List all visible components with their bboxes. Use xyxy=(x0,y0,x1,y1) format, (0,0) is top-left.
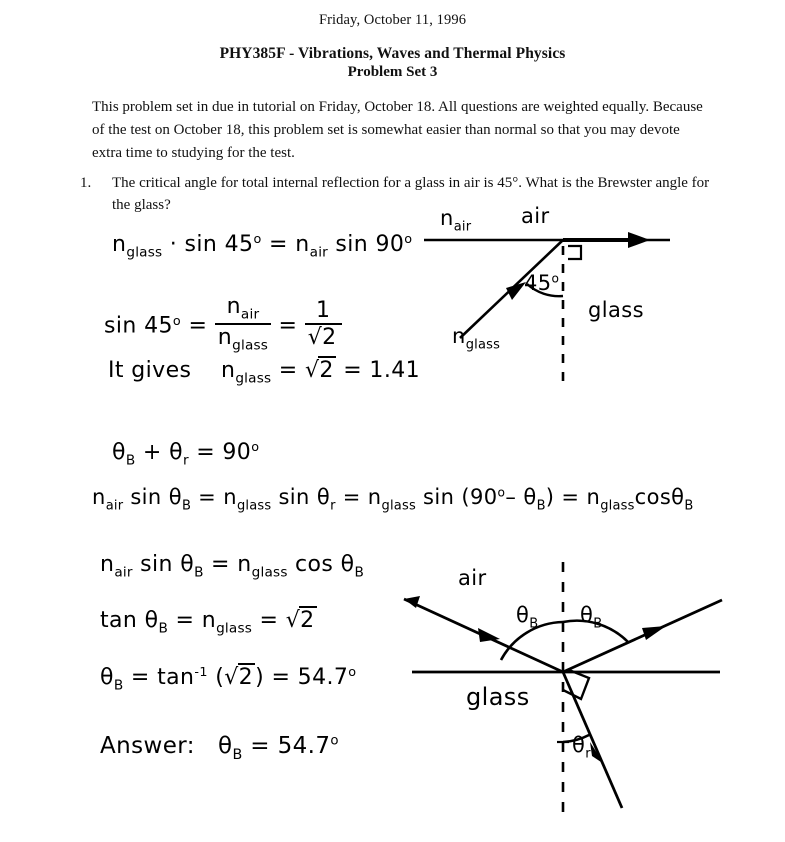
eq3-sqrt2: √2 xyxy=(304,358,334,383)
eq7-sqrt2: √2 xyxy=(285,608,315,633)
handwritten-equation-8: $\theta_B = \tan^{-1} (√2) = 54.7^o$ xyxy=(100,665,357,694)
incident-ray-arrowhead xyxy=(478,628,500,642)
right-angle-marker xyxy=(568,246,581,259)
course-title: PHY385F - Vibrations, Waves and Thermal Physics xyxy=(219,45,566,62)
eq8-arctan: = tan xyxy=(130,665,195,690)
handwritten-answer: Answer: $\theta_B = 54.7^o$ xyxy=(100,733,339,763)
eq6-sin-theta-b: sin θ xyxy=(140,552,195,577)
answer-value: = 54.7 xyxy=(250,733,331,759)
diagram2-label-theta-b-right: $\theta_B$ xyxy=(580,603,603,632)
eq1-sin45: · sin 45 xyxy=(169,232,254,257)
eq1-n-glass: n xyxy=(112,232,127,257)
eq8-result: = 54.7 xyxy=(271,665,349,690)
eq5-cos-theta-b: cosθ xyxy=(634,485,685,509)
intro-paragraph: This problem set in due in tutorial on Friday, October 18. All questions are weighted equally. Because of the test on October 18, this problem set is somewhat easier than normal so that you may devote extra time to studying for the test. xyxy=(92,99,703,161)
diagram2-label-theta-r: $\theta_r$ xyxy=(572,733,591,762)
diagram1-label-n-air: $n_{air}$ xyxy=(440,206,472,235)
eq6-cos-theta-b: cos θ xyxy=(295,552,355,577)
handwritten-equation-3 xyxy=(108,358,420,387)
handwritten-equation-6: $n_{air}$ $\sin \theta_B = n_{glass}$ $\cos \theta_B$ xyxy=(100,552,365,581)
diagram-brewster-angle xyxy=(390,560,740,830)
eq1-equals: = xyxy=(269,232,288,257)
eq4-theta-b: θ xyxy=(112,440,126,465)
diagram2-label-glass: glass xyxy=(466,683,530,711)
eq1-sin90: sin 90 xyxy=(335,232,405,257)
eq1-n-air-sub: air xyxy=(309,244,328,261)
eq4-theta-r: θ xyxy=(169,440,183,465)
document-date: Friday, October 11, 1996 xyxy=(318,12,467,28)
eq3-n: n xyxy=(220,358,236,383)
answer-label: Answer: xyxy=(100,733,195,759)
eq2-sqrt2: √2 xyxy=(307,325,337,351)
diagram1-label-glass: glass xyxy=(588,298,644,322)
eq2-deg: o xyxy=(172,313,182,329)
handwritten-equation-2 xyxy=(104,295,342,353)
eq1-n-air: n xyxy=(295,232,310,257)
eq2-fraction xyxy=(215,295,271,353)
eq5-sin-theta-r: sin θ xyxy=(278,485,331,509)
eq7-tan-theta-b: tan θ xyxy=(100,608,159,633)
eq2-fraction-2 xyxy=(305,299,342,350)
eq5-sin-90-minus: sin (90 xyxy=(423,485,498,509)
eq4-equals-90: = 90 xyxy=(196,440,252,465)
handwritten-equation-7: $\tan \theta_B = n_{glass} = √2$ xyxy=(100,608,315,637)
diagram1-label-angle-45: 45$^o$ xyxy=(524,271,560,295)
eq8-sqrt2: √2 xyxy=(224,665,254,690)
handwritten-equation-1 xyxy=(112,232,413,261)
eq1-deg2: o xyxy=(404,232,413,248)
eq1-n-glass-sub: glass xyxy=(126,244,163,261)
eq2-one: 1 xyxy=(305,299,342,325)
eq2-equals-2: = xyxy=(278,313,298,339)
eq2-fraction-denominator: $n_{glass}$ xyxy=(217,325,269,354)
eq3-value: = 1.41 xyxy=(343,358,421,383)
diagram2-label-theta-b-left: $\theta_B$ xyxy=(516,603,539,632)
eq3-equals-1: = xyxy=(278,358,298,383)
eq1-deg1: o xyxy=(253,232,262,248)
problem-number-1: 1. xyxy=(80,175,92,191)
assignment-title: Problem Set 3 xyxy=(347,64,438,80)
handwritten-equation-4: $\theta_B + \theta_r = 90^o$ xyxy=(112,440,260,469)
eq3-it-gives: It gives xyxy=(108,358,192,383)
eq5-sin-theta-b: sin θ xyxy=(130,485,182,509)
handwritten-equation-5: $n_{air}$ $\sin \theta_B = n_{glass}$ $\sin \theta_r = n_{glass}$ sin (90$^o$– $\theta_B) = n_{glass}\cos\theta_B$ xyxy=(92,485,694,514)
eq2-fraction-numerator: $n_{air}$ xyxy=(215,295,271,325)
eq4-plus: + xyxy=(142,440,162,465)
eq2-equals-1: = xyxy=(188,313,208,339)
refracted-ray-arrowhead xyxy=(628,232,650,248)
reflected-ray-arrowhead xyxy=(642,626,666,640)
diagram1-label-n-glass: $n_{glass}$ xyxy=(452,324,501,353)
eq2-sin45: sin 45 xyxy=(104,313,173,339)
diagram2-label-air: air xyxy=(458,566,487,590)
problem-text-1: The critical angle for total internal reflection for a glass in air is 45°. What is the Brewster angle for the glass? xyxy=(112,175,710,213)
eq3-n-sub: glass xyxy=(235,370,272,387)
diagram1-label-air: air xyxy=(521,204,550,228)
